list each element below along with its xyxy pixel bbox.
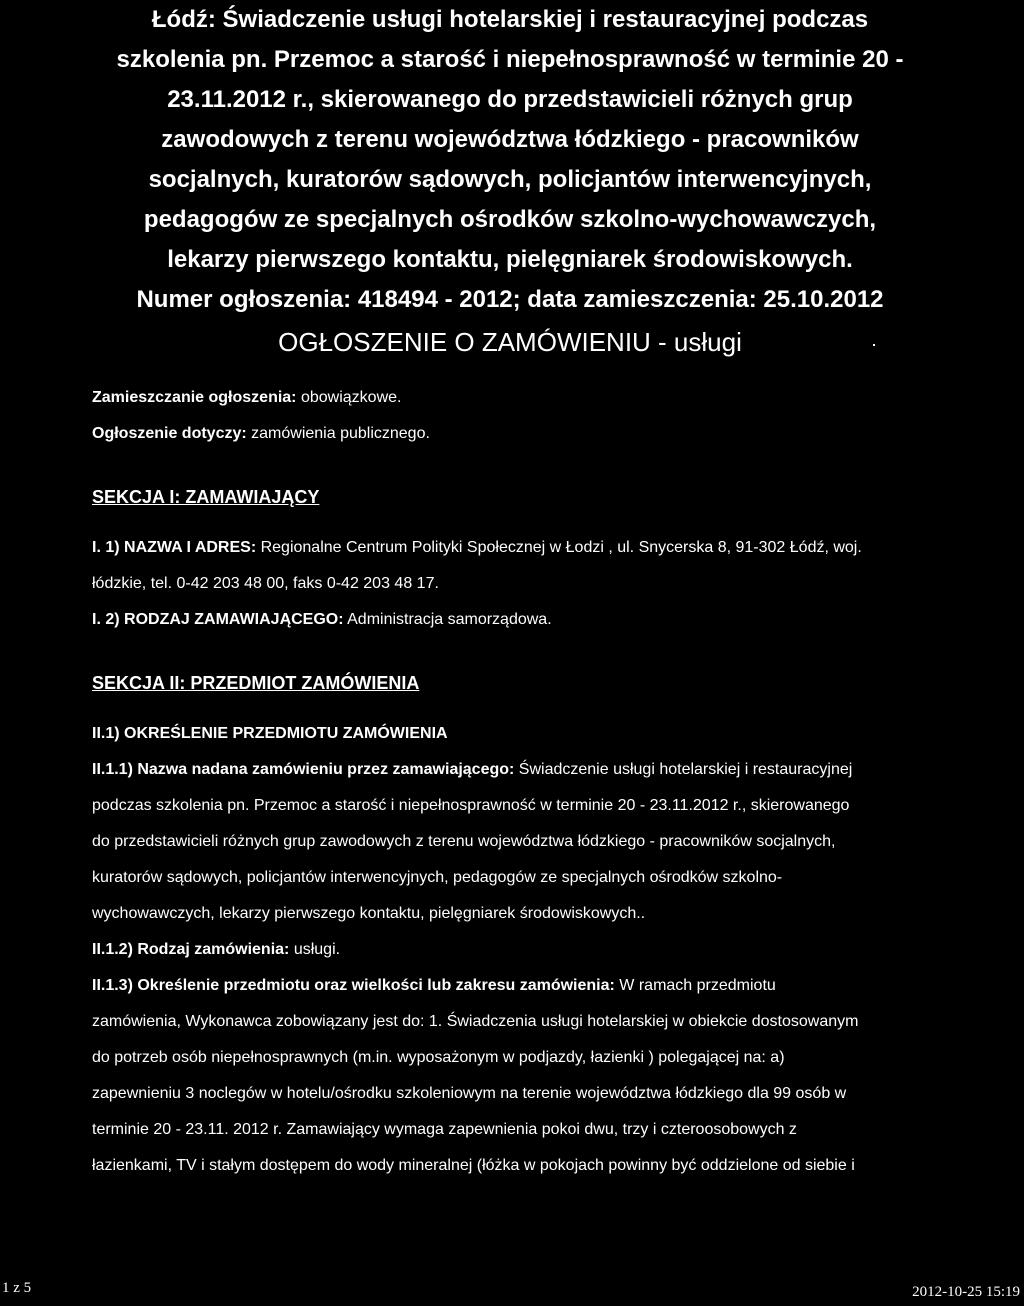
header-line: lekarzy pierwszego kontaktu, pielęgniarek środowiskowych.	[167, 246, 853, 273]
order-scope-line: zapewnieniu 3 noclegów w hotelu/ośrodku szkoleniowym na terenie województwa łódzkiego dla 99 osób w	[92, 1085, 847, 1102]
contracting-type-value: Administracja samorządowa.	[343, 611, 552, 628]
order-name-value: Świadczenie usługi hotelarskiej i restauracyjnej	[514, 761, 853, 778]
concerns-label: Ogłoszenie dotyczy:	[92, 425, 247, 442]
contracting-name-value: Regionalne Centrum Polityki Społecznej w Łodzi , ul. Snycerska 8, 91-302 Łódź, woj.	[256, 539, 862, 556]
contracting-name-label: I. 1) NAZWA I ADRES:	[92, 539, 257, 556]
stray-dot	[873, 344, 875, 346]
header-line: zawodowych z terenu województwa łódzkiego - pracowników	[161, 126, 859, 153]
order-scope-line: do potrzeb osób niepełnosprawnych (m.in. wyposażonym w podjazdy, łazienki ) polegającej na: a)	[92, 1049, 785, 1066]
document-subtitle: OGŁOSZENIE O ZAMÓWIENIU - usługi	[278, 327, 742, 357]
order-kind-value: usługi.	[289, 941, 341, 958]
header-line: szkolenia pn. Przemoc a starość i niepełnosprawność w terminie 20 -	[116, 46, 904, 73]
order-scope-line: terminie 20 - 23.11. 2012 r. Zamawiający wymaga zapewnienia pokoi dwu, trzy i czteroosobowych z	[92, 1121, 797, 1138]
order-name-line: wychowawczych, lekarzy pierwszego kontaktu, pielęgniarek środowiskowych..	[92, 905, 646, 922]
section-1-title: SEKCJA I: ZAMAWIAJĄCY	[92, 487, 320, 507]
order-name-label: II.1.1) Nazwa nadana zamówieniu przez zamawiającego:	[92, 761, 515, 778]
document-body	[92, 380, 972, 1184]
announcement-number: Numer ogłoszenia: 418494 - 2012; data zamieszczenia: 25.10.2012	[136, 286, 884, 313]
concerns-row	[92, 416, 972, 452]
header-line: 23.11.2012 r., skierowanego do przedstawicieli różnych grup	[167, 86, 853, 113]
order-kind-row	[92, 932, 972, 968]
order-name-line: kuratorów sądowych, policjantów interwencyjnych, pedagogów ze specjalnych ośrodków szkolno-	[92, 869, 783, 886]
concerns-value: zamówienia publicznego.	[246, 425, 430, 442]
order-scope-label: II.1.3) Określenie przedmiotu oraz wielkości lub zakresu zamówienia:	[92, 977, 615, 994]
order-scope-line: zamówienia, Wykonawca zobowiązany jest do: 1. Świadczenia usługi hotelarskiej w obiekcie dostosowanym	[92, 1013, 859, 1030]
contracting-address-row: łódzkie, tel. 0-42 203 48 00, faks 0-42 203 48 17.	[92, 575, 439, 592]
print-timestamp: 2012-10-25 15:19	[912, 1284, 1020, 1300]
header-line: pedagogów ze specjalnych ośrodków szkolno-wychowawczych,	[143, 206, 877, 233]
order-scope-line: łazienkami, TV i stałym dostępem do wody mineralnej (łóżka w pokojach powinny być oddzielone od siebie i	[92, 1157, 855, 1174]
placement-value: obowiązkowe.	[296, 389, 402, 406]
placement-row	[92, 380, 972, 416]
subject-subheading: II.1) OKREŚLENIE PRZEDMIOTU ZAMÓWIENIA	[92, 725, 448, 742]
contracting-name-row	[92, 530, 972, 566]
order-scope-row	[92, 968, 972, 1004]
contracting-type-row	[92, 602, 972, 638]
placement-label: Zamieszczanie ogłoszenia:	[92, 389, 297, 406]
order-scope-value: W ramach przedmiotu	[614, 977, 776, 994]
order-name-line: podczas szkolenia pn. Przemoc a starość i niepełnosprawność w terminie 20 - 23.11.2012 r., skierowanego	[92, 797, 850, 814]
document-header	[60, 0, 960, 362]
header-line: Łódź: Świadczenie usługi hotelarskiej i restauracyjnej podczas	[151, 6, 869, 33]
order-kind-label: II.1.2) Rodzaj zamówienia:	[92, 941, 290, 958]
section-2-title: SEKCJA II: PRZEDMIOT ZAMÓWIENIA	[92, 673, 420, 693]
order-name-line: do przedstawicieli różnych grup zawodowych z terenu województwa łódzkiego - pracowników socjalnych,	[92, 833, 836, 850]
page-number: 1 z 5	[2, 1280, 32, 1296]
contracting-type-label: I. 2) RODZAJ ZAMAWIAJĄCEGO:	[92, 611, 344, 628]
order-name-row	[92, 752, 972, 788]
header-line: socjalnych, kuratorów sądowych, policjantów interwencyjnych,	[148, 166, 872, 193]
